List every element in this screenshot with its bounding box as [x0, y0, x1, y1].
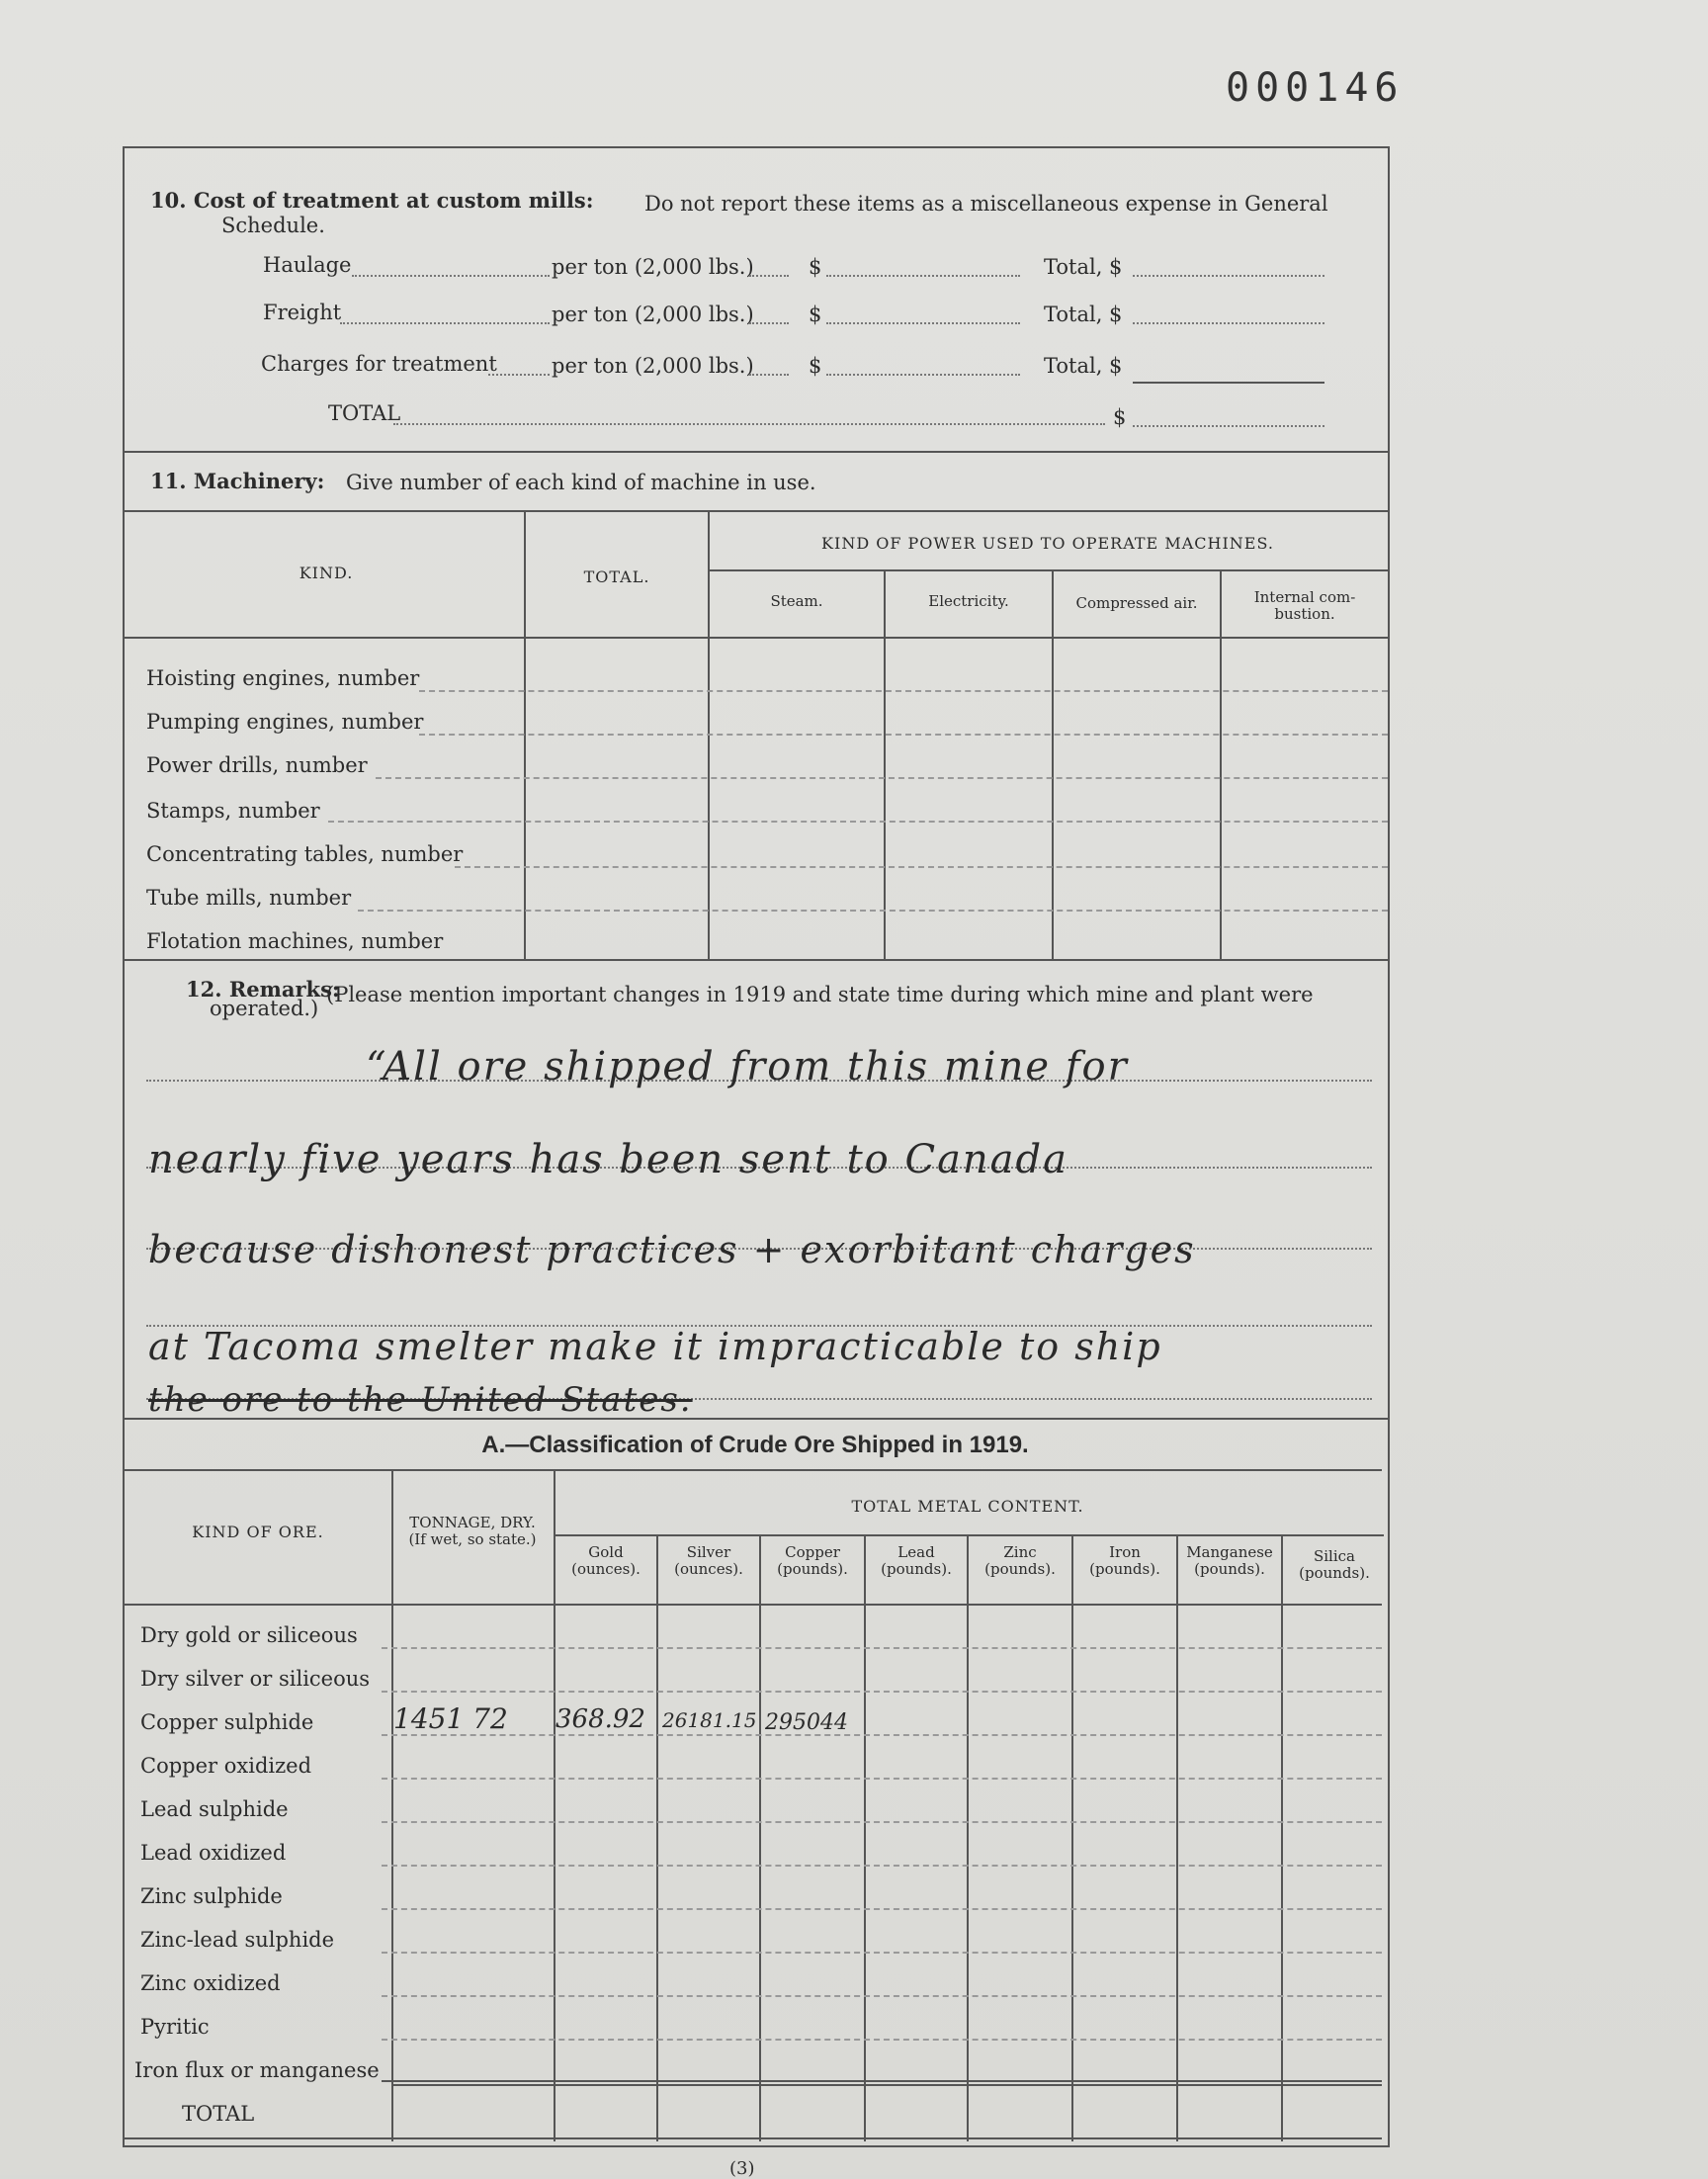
metal-col-copper: Copper (pounds). — [777, 1543, 848, 1578]
haulage-unit: per ton (2,000 lbs.) — [552, 255, 754, 279]
machinery-total-header: TOTAL. — [583, 567, 650, 586]
remarks-line: nearly five years has been sent to Canada — [148, 1137, 1068, 1182]
remarks-line: the ore to the United States. — [148, 1380, 693, 1420]
section-10-note: Do not report these items as a miscellaneous expense in General — [644, 192, 1328, 216]
metal-col-gold: Gold (ounces). — [571, 1543, 640, 1578]
haulage-label: Haulage — [263, 253, 352, 277]
ore-row: Iron flux or manganese — [134, 2058, 380, 2082]
machinery-row: Tube mills, number — [146, 886, 352, 910]
machinery-kind-header: KIND. — [299, 564, 354, 582]
remarks-line: “All ore shipped from this mine for — [366, 1044, 1129, 1090]
treatment-dollar: $ — [809, 354, 822, 378]
ore-row: Lead oxidized — [140, 1841, 287, 1865]
copper-sulphide-tonnage: 1451 72 — [393, 1702, 508, 1735]
section-11-note: Give number of each kind of machine in use. — [346, 471, 816, 494]
copper-sulphide-gold: 368.92 — [555, 1704, 645, 1734]
treatment-total: Total, $ — [1044, 354, 1123, 378]
freight-label: Freight — [263, 301, 342, 324]
machinery-row: Stamps, number — [146, 799, 320, 823]
section-12-title: 12. Remarks: — [186, 977, 340, 1002]
power-header: KIND OF POWER USED TO OPERATE MACHINES. — [821, 534, 1274, 553]
copper-sulphide-copper: 295044 — [765, 1710, 848, 1735]
haulage-dollar: $ — [809, 255, 822, 279]
machinery-row: Concentrating tables, number — [146, 842, 464, 866]
metal-col-lead: Lead (pounds). — [881, 1543, 952, 1578]
treatment-label: Charges for treatment — [261, 352, 497, 376]
ore-kind-header: KIND OF ORE. — [192, 1523, 324, 1541]
remarks-line: at Tacoma smelter make it impracticable to ship — [148, 1325, 1162, 1368]
metal-header: TOTAL METAL CONTENT. — [851, 1497, 1084, 1516]
metal-col-iron: Iron (pounds). — [1089, 1543, 1160, 1578]
ore-row: Pyritic — [140, 2015, 210, 2039]
ore-row: Copper oxidized — [140, 1754, 312, 1778]
ore-row: Zinc-lead sulphide — [140, 1928, 335, 1952]
treatment-unit: per ton (2,000 lbs.) — [552, 354, 754, 378]
power-col-compressed-air: Compressed air. — [1075, 594, 1198, 612]
table-a-title: A.—Classification of Crude Ore Shipped in 1919. — [481, 1432, 1029, 1458]
ore-row: Dry silver or siliceous — [140, 1667, 371, 1691]
machinery-row: Flotation machines, number — [146, 929, 444, 953]
section-10-note2: Schedule. — [221, 214, 325, 237]
freight-unit: per ton (2,000 lbs.) — [552, 303, 754, 326]
power-col-internal-combustion: Internal com- bustion. — [1253, 588, 1356, 623]
machinery-row: Power drills, number — [146, 753, 368, 777]
section-12-note: (Please mention important changes in 1919 and state time during which mine and plant were — [326, 983, 1314, 1006]
metal-col-zinc: Zinc (pounds). — [984, 1543, 1056, 1578]
section-12-note2: operated.) — [210, 997, 319, 1020]
freight-total: Total, $ — [1044, 303, 1123, 326]
section-10-total-label: TOTAL — [328, 401, 401, 425]
document-id: 000146 — [1226, 65, 1405, 111]
ore-row: Copper sulphide — [140, 1710, 314, 1734]
power-col-electricity: Electricity. — [928, 592, 1009, 610]
ore-row: Lead sulphide — [140, 1797, 289, 1821]
copper-sulphide-silver: 26181.15 — [662, 1708, 757, 1732]
metal-col-silica: Silica (pounds). — [1299, 1547, 1370, 1582]
freight-dollar: $ — [809, 303, 822, 326]
ore-row: Dry gold or siliceous — [140, 1623, 358, 1647]
machinery-row: Pumping engines, number — [146, 710, 424, 734]
metal-col-silver: Silver (ounces). — [674, 1543, 743, 1578]
power-col-steam: Steam. — [770, 592, 823, 610]
remarks-line: because dishonest practices + exorbitant charges — [148, 1228, 1196, 1271]
ore-row: Zinc sulphide — [140, 1884, 283, 1908]
machinery-row: Hoisting engines, number — [146, 666, 420, 690]
section-10-total-dollar: $ — [1113, 405, 1127, 429]
page-number: (3) — [729, 2158, 755, 2179]
ore-row: Zinc oxidized — [140, 1971, 281, 1995]
section-11-title: 11. Machinery: — [150, 469, 325, 493]
metal-col-manganese: Manganese (pounds). — [1186, 1543, 1273, 1578]
tonnage-header: TONNAGE, DRY. (If wet, so state.) — [408, 1514, 537, 1548]
section-10-title: 10. Cost of treatment at custom mills: — [150, 188, 594, 213]
ore-row-total: TOTAL — [182, 2102, 255, 2126]
haulage-total: Total, $ — [1044, 255, 1123, 279]
